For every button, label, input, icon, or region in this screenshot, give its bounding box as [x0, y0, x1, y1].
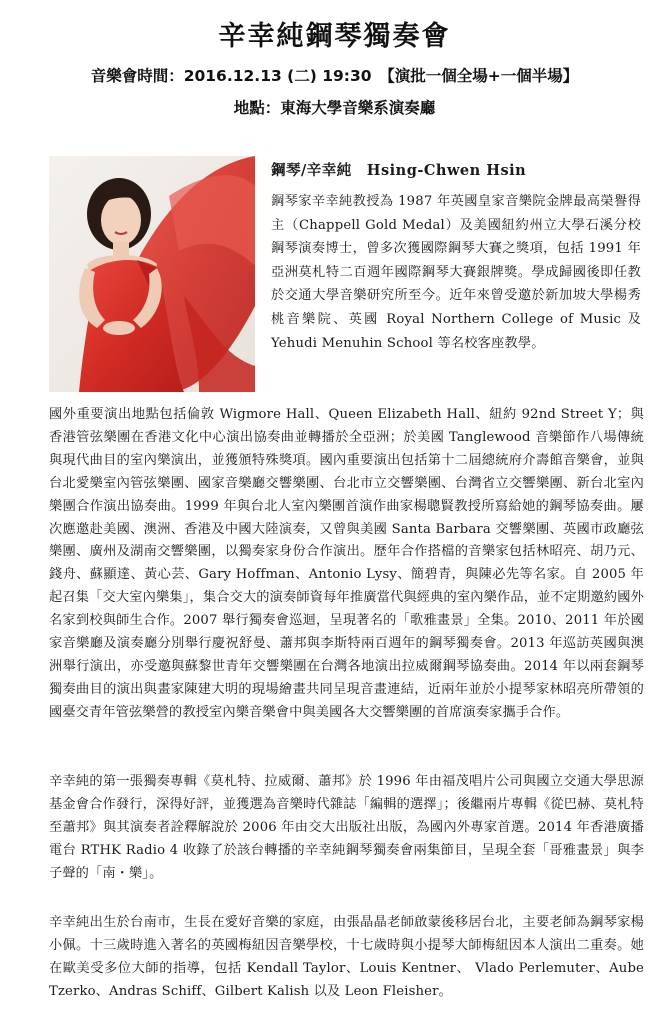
performer-bio: 鋼琴家辛幸純教授為 1987 年英國皇家音樂院金牌最高榮譽得主（Chappell Gold Medal）及美國紐約州立大學石溪分校鋼琴演奏博士，曾多次獲國際鋼琴大賽之獎項，包括 1991 年亞洲莫札特二百週年國際鋼琴大賽銀牌獎。學成歸國後即任教於交通大學音樂研究所至今。近年來曾受邀於新加坡大學楊秀桃音樂院、英國 Royal Northern College of Music 及 Yehudi Menuhin School 等名校客座教學。 — [271, 194, 641, 351]
page-title: 辛幸純鋼琴獨奏會 — [218, 21, 451, 52]
concert-time: 音樂會時間：2016.12.13 (二) 19:30 【演批一個全場+一個半場】 — [90, 67, 579, 85]
performer-name: 鋼琴/辛幸純 Hsing-Chwen Hsin — [271, 162, 527, 179]
performer-photo — [49, 156, 255, 392]
paragraph-background: 辛幸純出生於台南市，生長在愛好音樂的家庭，由張晶晶老師啟蒙後移居台北，主要老師為鋼琴家楊小佩。十三歲時進入著名的英國梅紐因音樂學校，十七歲時與小提琴大師梅紐因本人演出二重奏。她在歐美受多位大師的指導，包括 Kendall Taylor、Louis Kentner、 Vlado Perlemuter、Aube Tzerko、Andras Schiff、Gilbert Kalish 以及 Leon Fleisher。 — [49, 915, 644, 999]
paragraph-recordings: 辛幸純的第一張獨奏專輯《莫札特、拉威爾、蕭邦》於 1996 年由福茂唱片公司與國立交通大學思源基金會合作發行，深得好評，並獲選為音樂時代雜誌「編輯的選擇」；後繼兩片專輯《從巴赫、莫札特至蕭邦》與其演奏者詮釋解說於 2006 年由交大出版社出版，為國內外專家首選。2014 年香港廣播電台 RTHK Radio 4 收錄了於該台轉播的辛幸純鋼琴獨奏會兩集節目，呈現全套「哥雅畫景」與李子聲的「南・樂」。 — [49, 774, 644, 881]
paragraph-performances: 國外重要演出地點包括倫敦 Wigmore Hall、Queen Elizabeth Hall、紐約 92nd Street Y；與香港管弦樂團在香港文化中心演出協奏曲並轉播於全亞洲；於美國 Tanglewood 音樂節作八場傳統與現代曲目的室內樂演出，並獲頒特殊獎項。國內重要演出包括第十二屆總統府介壽館音樂會，並與台北愛樂室內管弦樂團、國家音樂廳交響樂團、台北市立交響樂團、台灣省立交響樂團、新台北室內樂團合作演出協奏曲。1999 年與台北人室內樂團首演作曲家楊聰賢教授所寫給她的鋼琴協奏曲。屢次應邀赴美國、澳洲、香港及中國大陸演奏，又曾與美國 Santa Barbara 交響樂團、英國市政廳弦樂團、廣州及湖南交響樂團，以獨奏家身份合作演出。歷年合作搭檔的音樂家包括林昭亮、胡乃元、錢舟、蘇顯達、黃心芸、Gary Hoffman、Antonio Lysy、簡碧青，與陳必先等名家。自 2005 年起召集「交大室內樂集」，集合交大的演奏師資每年推廣當代與經典的室內樂作品，並不定期邀約國外名家到校與師生合作。2007 舉行獨奏會巡迴，呈現著名的「歌雅畫景」全集。2010、2011 年於國家音樂廳及演奏廳分別舉行慶祝舒曼、蕭邦與李斯特兩百週年的鋼琴獨奏會。2013 年巡訪英國與澳洲舉行演出，亦受邀與蘇黎世青年交響樂團在台灣各地演出拉威爾鋼琴協奏曲。2014 年以兩套鋼琴獨奏曲目的演出與畫家陳建大明的現場繪畫共同呈現音畫連結，近兩年並於小提琴家林昭亮所帶領的國臺交青年管弦樂營的教授室內樂音樂會中與美國各大交響樂團的首席演奏家攜手合作。 — [49, 407, 644, 720]
concert-venue: 地點：東海大學音樂系演奏廳 — [233, 99, 436, 117]
